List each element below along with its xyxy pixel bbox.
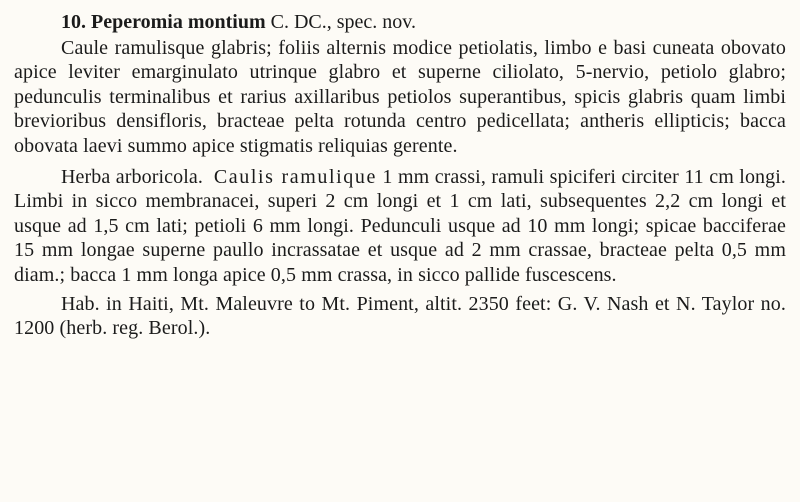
species-authority: C. DC., spec. nov. bbox=[270, 11, 416, 33]
habitat-paragraph: Hab. in Haiti, Mt. Maleuvre to Mt. Piment, altit. 2350 feet: G. V. Nash et N. Taylor no. 1200 (herb. reg. Berol.). bbox=[14, 293, 786, 340]
species-heading bbox=[61, 8, 786, 36]
latin-description: Caule ramulisque glabris; foliis alternis modice petiolatis, limbo e basi cuneata obovato apice leviter emarginulato utrinque glabro et superne ciliolato, 5-nervio, petiolo glabro; pedunculis terminalibus et rarius axillaribus petiolos superantibus, spicis glabris quam limbi brevioribus densifloris, bracteae pelta rotunda centro pedicellata; antheris ellipticis; bacca obovata laevi summo apice stigmatis reliquias gerente. bbox=[14, 37, 786, 157]
details-text: 1 mm crassi, ramuli spiciferi circiter 11 cm longi. Limbi in sicco membranacei, superi 2 cm longi et 1 cm lati, subsequentes 2,2 cm longi et usque ad 1,5 cm lati; petioli 6 mm longi. Pedunculi usque ad 10 mm longi; spicae bacciferae 15 mm longae superne paullo incrassatae et usque ad 2 mm crassae, bracteae pelta 0,5 mm diam.; bacca 1 mm longa apice 0,5 mm crassa, in sicco pallide fuscescens. bbox=[14, 166, 787, 286]
species-epithet: montium bbox=[187, 11, 266, 33]
details-paragraph bbox=[14, 165, 786, 287]
genus-name: Peperomia bbox=[91, 11, 183, 33]
details-spaced-phrase: Caulis ramulique bbox=[213, 166, 377, 189]
species-number: 10. bbox=[61, 11, 86, 33]
details-lead: Herba arboricola. bbox=[61, 166, 203, 189]
